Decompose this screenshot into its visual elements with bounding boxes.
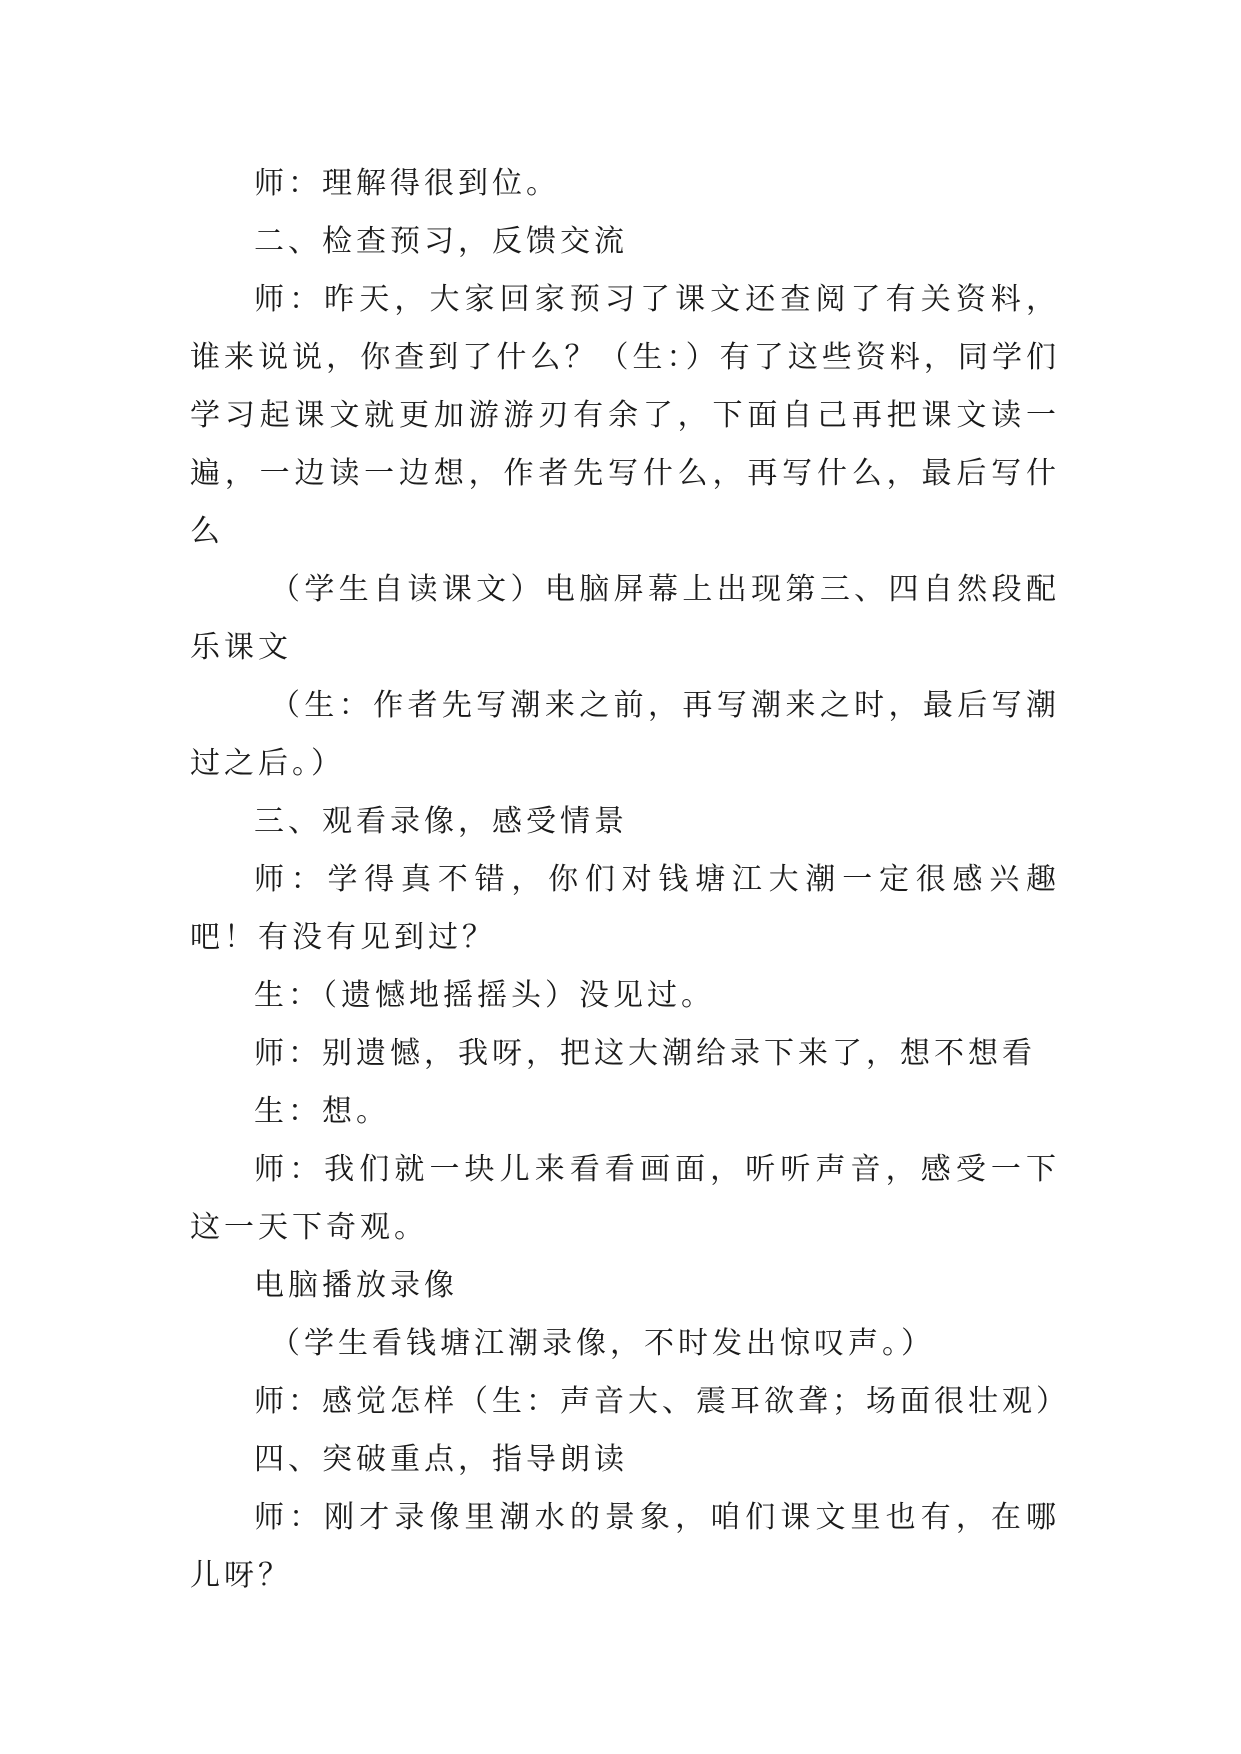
- paragraph: 电脑播放录像: [254, 1268, 458, 1303]
- section-heading: 二、检查预习，反馈交流: [254, 224, 628, 259]
- paragraph: （学生自读课文）电脑屏幕上出现第三、四自然段配乐课文: [190, 572, 1060, 665]
- paragraph: （生：作者先写潮来之前，再写潮来之时，最后写潮过之后。）: [190, 688, 1060, 781]
- paragraph: 师：别遗憾，我呀，把这大潮给录下来了，想不想看: [254, 1036, 1036, 1071]
- section-heading: 四、突破重点，指导朗读: [254, 1442, 628, 1477]
- paragraph: （学生看钱塘江潮录像，不时发出惊叹声。）: [270, 1326, 935, 1361]
- paragraph: 师：刚才录像里潮水的景象，咱们课文里也有，在哪儿呀？: [190, 1500, 1060, 1593]
- paragraph: 师：理解得很到位。: [254, 166, 560, 201]
- section-heading: 三、观看录像，感受情景: [254, 804, 628, 839]
- paragraph: 师：我们就一块儿来看看画面，听听声音，感受一下这一天下奇观。: [190, 1152, 1060, 1245]
- document-body: [190, 155, 1070, 1605]
- paragraph: 师：感觉怎样（生：声音大、震耳欲聋；场面很壮观）: [254, 1384, 1070, 1419]
- paragraph: 师：学得真不错，你们对钱塘江大潮一定很感兴趣吧！有没有见到过？: [190, 862, 1060, 955]
- paragraph: 生：想。: [254, 1094, 390, 1129]
- paragraph: 师：昨天，大家回家预习了课文还查阅了有关资料，谁来说说，你查到了什么？（生：）有了这些资料，同学们学习起课文就更加游游刃有余了，下面自己再把课文读一遍，一边读一边想，作者先写什么，再写什么，最后写什么: [190, 282, 1060, 549]
- paragraph: 生：（遗憾地摇摇头）没见过。: [254, 978, 715, 1013]
